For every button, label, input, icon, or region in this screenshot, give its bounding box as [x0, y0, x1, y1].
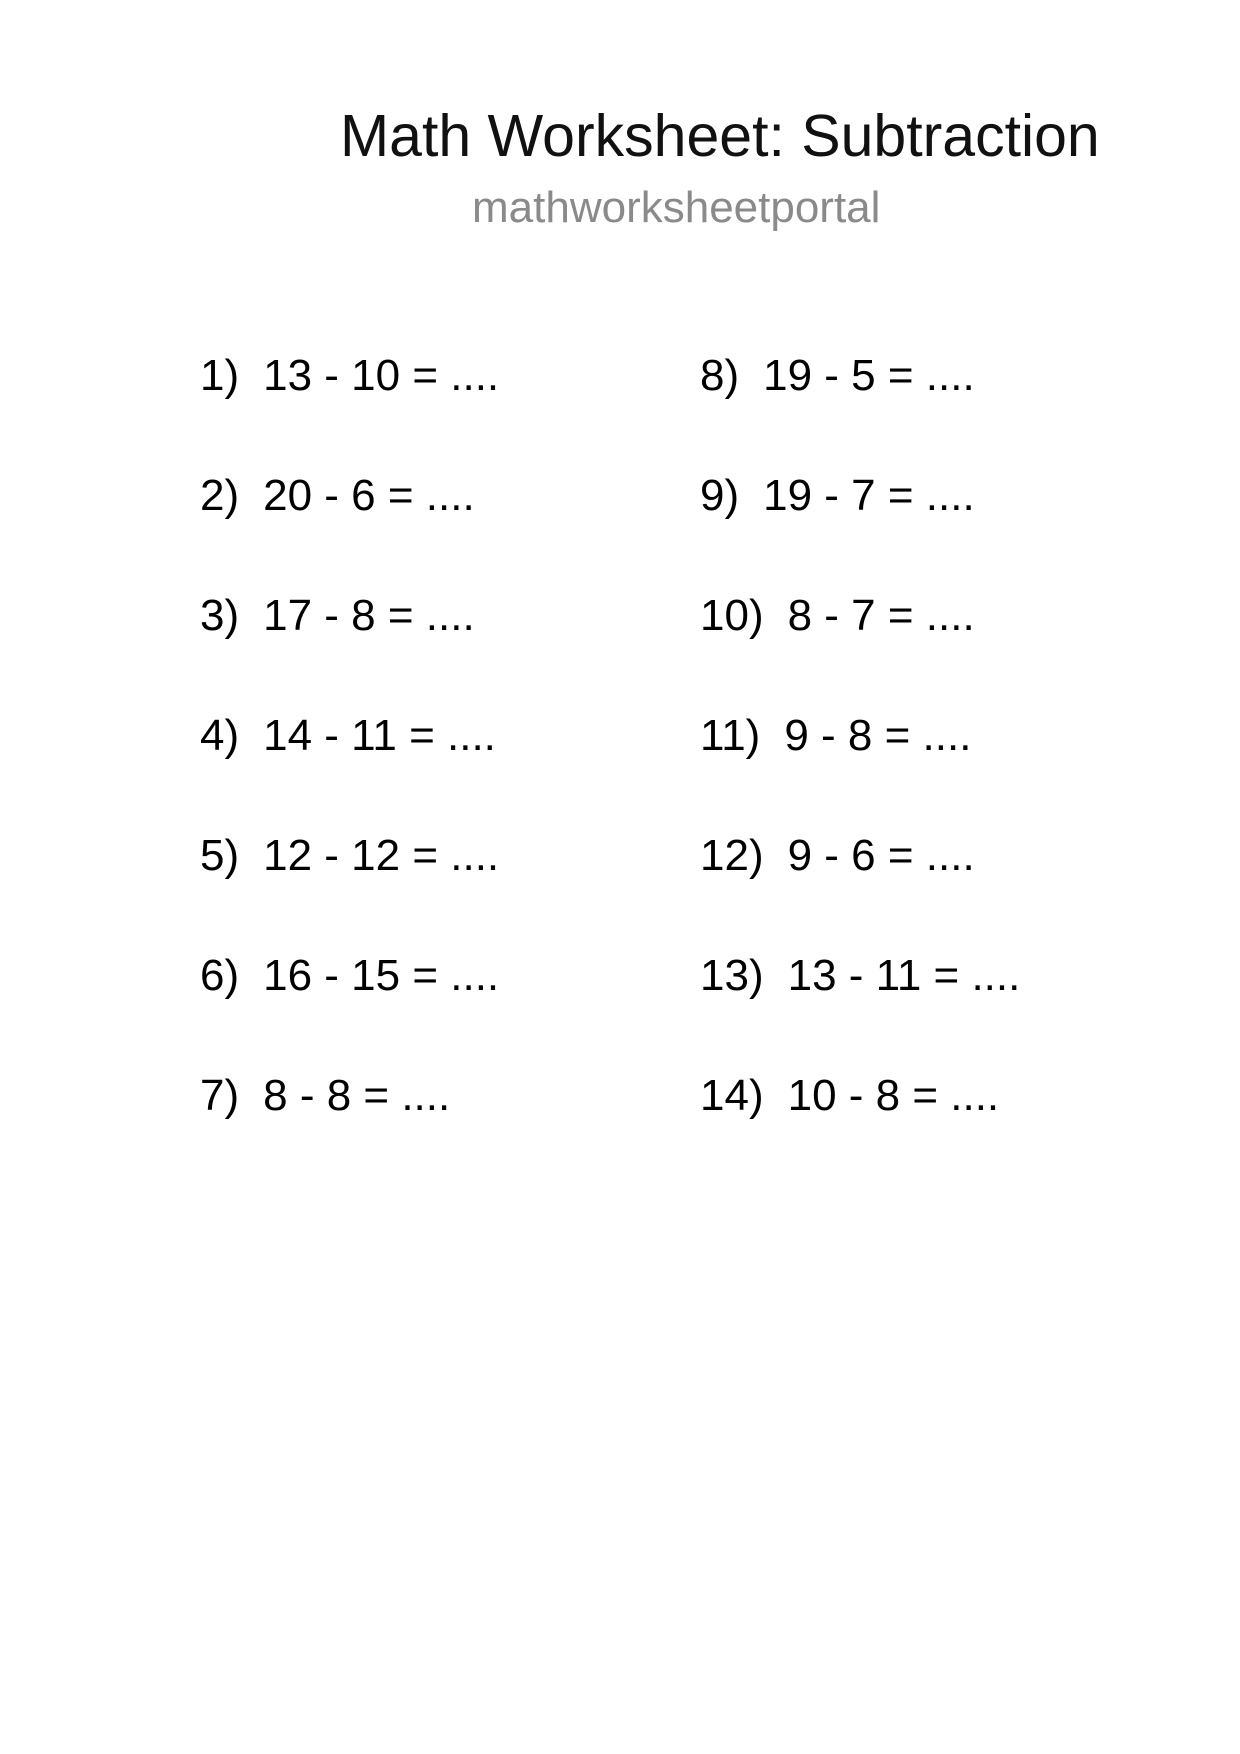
problem-number: 1)	[200, 351, 240, 400]
problem-number: 12)	[700, 831, 764, 880]
problem-item	[200, 948, 499, 1068]
problem-number: 6)	[200, 951, 240, 1000]
problem-number: 7)	[200, 1071, 240, 1120]
problem-number: 11)	[700, 711, 761, 760]
problem-item	[200, 1068, 499, 1188]
worksheet-title: Math Worksheet: Subtraction	[340, 103, 1100, 169]
problem-expression: 9 - 8 = ....	[784, 711, 972, 760]
problem-expression: 9 - 6 = ....	[787, 831, 975, 880]
problems-column-left	[200, 348, 499, 1188]
problem-item	[700, 588, 1020, 708]
worksheet-subtitle: mathworksheetportal	[472, 183, 881, 232]
problem-item	[200, 708, 499, 828]
problem-number: 5)	[200, 831, 240, 880]
problem-item	[200, 468, 499, 588]
problem-item	[700, 708, 1020, 828]
problem-item	[700, 468, 1020, 588]
problem-expression: 13 - 11 = ....	[787, 951, 1021, 1000]
problem-expression: 8 - 7 = ....	[787, 591, 975, 640]
problem-expression: 13 - 10 = ....	[263, 351, 500, 400]
problem-number: 9)	[700, 471, 740, 520]
problem-number: 2)	[200, 471, 240, 520]
problem-item	[700, 948, 1020, 1068]
problem-item	[700, 828, 1020, 948]
problem-expression: 12 - 12 = ....	[263, 831, 500, 880]
problem-number: 8)	[700, 351, 740, 400]
problem-expression: 16 - 15 = ....	[263, 951, 500, 1000]
problem-expression: 19 - 5 = ....	[763, 351, 975, 400]
problem-item	[200, 588, 499, 708]
problem-item	[700, 348, 1020, 468]
problem-number: 4)	[200, 711, 240, 760]
problem-item	[200, 348, 499, 468]
problem-item	[200, 828, 499, 948]
problem-number: 3)	[200, 591, 240, 640]
problem-item	[700, 1068, 1020, 1188]
problems-column-right	[700, 348, 1020, 1188]
problem-number: 13)	[700, 951, 764, 1000]
problem-expression: 14 - 11 = ....	[263, 711, 496, 760]
problem-number: 14)	[700, 1071, 764, 1120]
problem-expression: 10 - 8 = ....	[787, 1071, 1000, 1120]
problem-expression: 8 - 8 = ....	[263, 1071, 451, 1120]
problem-expression: 20 - 6 = ....	[263, 471, 475, 520]
problem-expression: 17 - 8 = ....	[263, 591, 475, 640]
problem-expression: 19 - 7 = ....	[763, 471, 975, 520]
problem-number: 10)	[700, 591, 764, 640]
